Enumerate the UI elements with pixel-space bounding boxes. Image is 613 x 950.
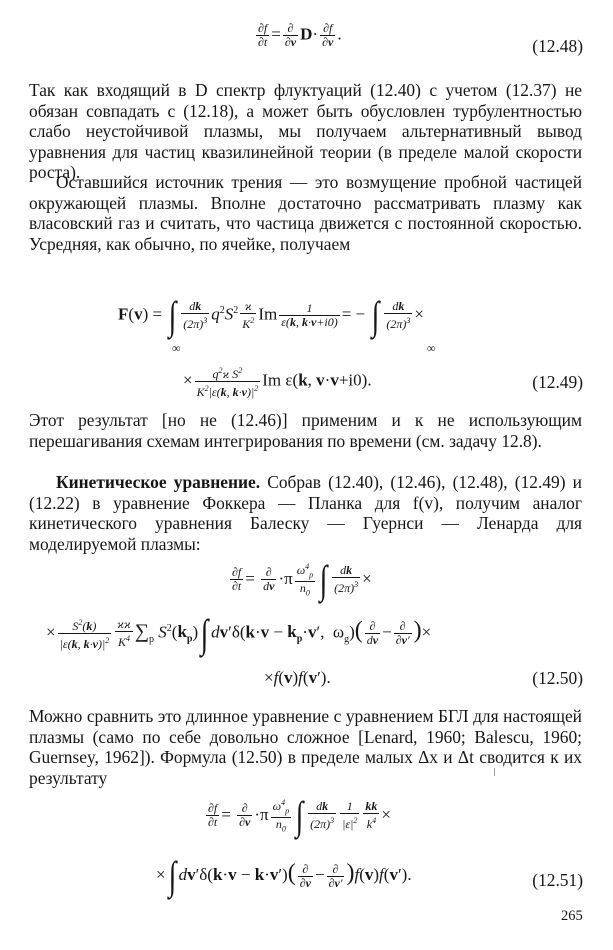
paragraph-2: Оставшийся источник трения — это возмущение пробной частицей окружающей плазмы. Вполне достаточно рассматривать плазму как власовский газ и считать, что частица движется с постоянной скоростью. Усредняя, как обычно, по ячейке, получаем xyxy=(29,172,582,254)
formula-12-51-line2: ×∫ dv′δ(k·v − k·v′)( $\frac{\partial}{\partial v}$ − $\frac{\partial}{\partial v'}$ )f(v)f(v′). xyxy=(156,853,412,898)
equation-number-12-49: (12.49) xyxy=(532,372,583,392)
formula-12-50-line3: ×f(v)f(v′). xyxy=(264,668,331,687)
print-speck xyxy=(494,768,495,776)
paragraph-4 xyxy=(29,472,582,554)
formula-12-49-line2: × $\frac{q^2ϰ S^2}{K^2|\varepsilon(k, k\cdot v)|^2}$ Im ε(k, v·v+i0). xyxy=(183,366,372,399)
equation-number-12-50: (12.50) xyxy=(532,668,583,688)
equation-number-12-51: (12.51) xyxy=(532,870,583,890)
page-number: 265 xyxy=(561,908,583,924)
equation-number-12-48: (12.48) xyxy=(532,36,583,56)
formula-12-50-line1: $\frac{\partial f}{\partial t}$ = $\frac{\partial}{dv}$ ·π $\frac{\omega^4_p}{n_0}$ ∫ $\frac{dk}{(2\pi)^3}$ × xyxy=(232,556,372,602)
paragraph-3: Этот результат [но не (12.46)] применим и к не использующим перешагивания схемам интегрирования по времени (см. задачу 12.8). xyxy=(29,410,582,451)
paragraph-4-body: Собрав (12.40), (12.46), (12.48), (12.49) и (12.22) в уравнение Фоккера — Планка для f(v), получим аналог кинетического уравнения Балеску — Гуернси — Ленарда для моделируемой плазмы: xyxy=(29,472,582,554)
section-heading-kinetic-equation: Кинетическое уравнение. xyxy=(56,472,261,492)
integral-domain-label-2: ∞ xyxy=(427,341,436,355)
paragraph-5: Можно сравнить это длинное уравнение с уравнением БГЛ для настоящей плазмы (само по себе довольно сложное [Lenard, 1960; Balescu, 1960; Guernsey, 1962]). Формула (12.50) в пределе малых Δx и Δt сводится к их результату xyxy=(29,706,582,788)
integral-domain-label: ∞ xyxy=(172,341,181,355)
paragraph-1: Так как входящий в D спектр флуктуаций (12.40) с учетом (12.37) не обязан совпадать с (12.18), а может быть обусловлен турбулентностью слабо неустойчивой плазмы, мы получаем альтернативный вывод уравнения для частиц квазилинейной теории (в пределе малой скорости роста). xyxy=(29,80,582,183)
formula-12-49-line1: F(v) = ∫ $\frac{dk}{(2\pi)^3}$ $q^2S^2$ $\frac{ϰ}{K^2}$ Im $\frac{1}{\varepsilon(k, k\cdot v+i0)}$ = − ∫ $\frac{dk}{(2\pi)^3}$ × xyxy=(118,292,424,338)
formula-12-48: $\frac{\partial f}{\partial t}$ = $\frac{\partial}{\partial v}$ D· $\frac{\partial f}{\partial v}$ . xyxy=(258,21,342,49)
formula-12-50-line2: × $\frac{S^2(k)}{|\varepsilon(k, k\cdot v)|^2}$ $\frac{ϰϰ}{K^4}$ $\sum_p$ $S^2(k_p)\int$ $dv'\delta(k\cdot v - k_p\cdot v'$, $\omega_g$)( $\frac{\partial}{dv}$ − $\frac{\partial}{\partial v'}$ )× xyxy=(46,610,432,656)
formula-12-51-line1: $\frac{\partial f}{\partial t}$ = $\frac{\partial}{\partial v}$ ·π $\frac{\omega^4_p}{n_0}$ ∫ $\frac{dk}{(2\pi)^3}$ $\frac{1}{|\varepsilon|^2}$ $\frac{kk}{k^4}$ × xyxy=(208,792,392,838)
